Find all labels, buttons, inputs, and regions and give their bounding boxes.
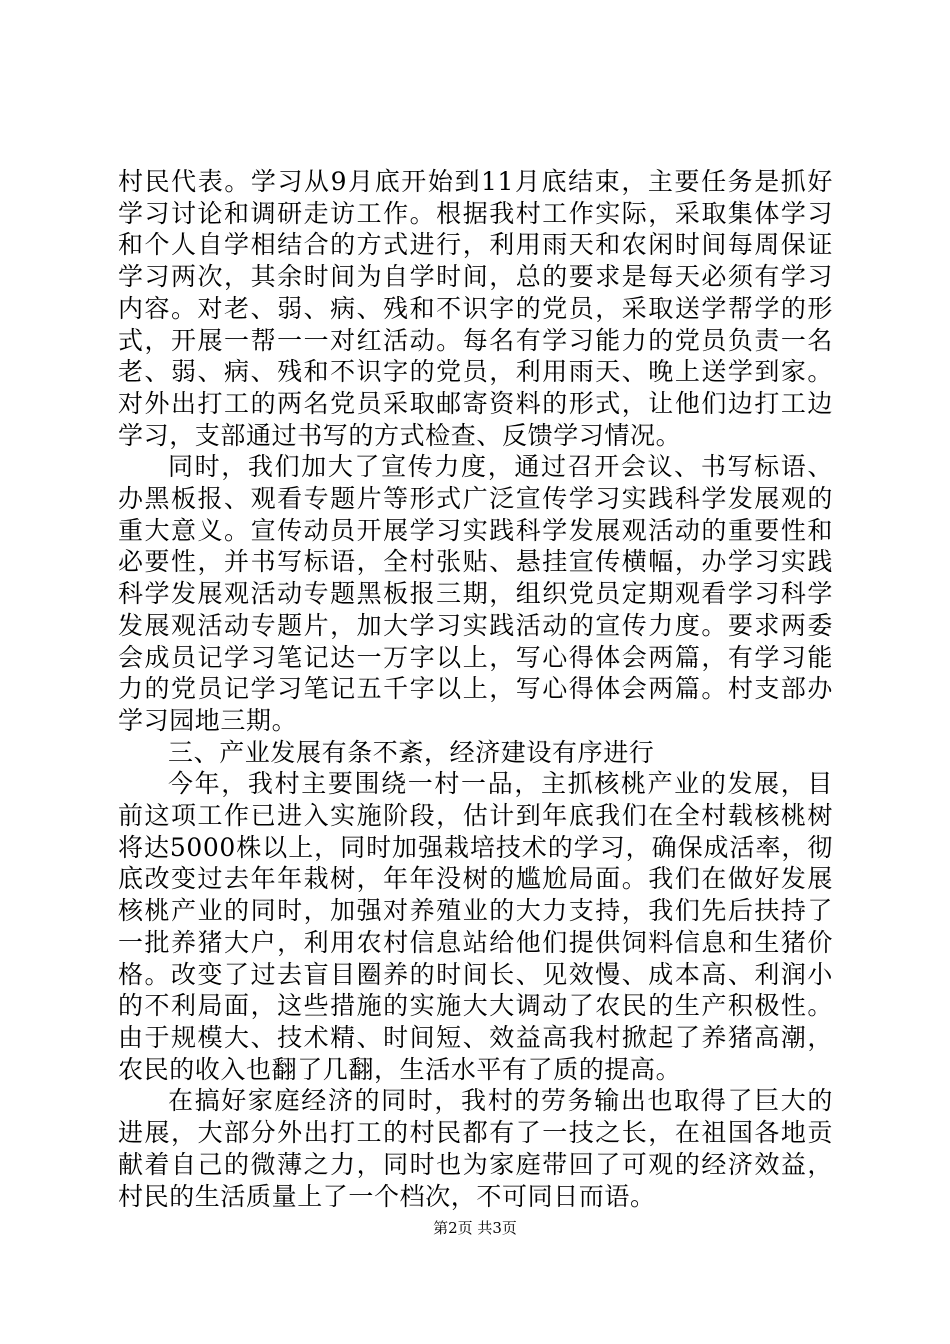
document-body xyxy=(118,166,833,1212)
paragraph-3: 今年，我村主要围绕一村一品，主抓核桃产业的发展，目前这项工作已进入实施阶段，估计到年底我们在全村载核桃树将达5000株以上，同时加强栽培技术的学习，确保成活率，彻底改变过去年年栽树，年年没树的尴尬局面。我们在做好发展核桃产业的同时，加强对养殖业的大力支持，我们先后扶持了一批养猪大户，利用农村信息站给他们提供饲料信息和生猪价格。改变了过去盲目圈养的时间长、见效慢、成本高、利润小的不利局面，这些措施的实施大大调动了农民的生产积极性。由于规模大、技术精、时间短、效益高我村掀起了养猪高潮，农民的收入也翻了几翻，生活水平有了质的提高。 xyxy=(118,769,833,1084)
paragraph-1: 村民代表。学习从9月底开始到11月底结束，主要任务是抓好学习讨论和调研走访工作。根据我村工作实际，采取集体学习和个人自学相结合的方式进行，利用雨天和农闲时间每周保证学习两次，其余时间为自学时间，总的要求是每天必须有学习内容。对老、弱、病、残和不识字的党员，采取送学帮学的形式，开展一帮一一对红活动。每名有学习能力的党员负责一名老、弱、病、残和不识字的党员，利用雨天、晚上送学到家。对外出打工的两名党员采取邮寄资料的形式，让他们边打工边学习，支部通过书写的方式检查、反馈学习情况。 xyxy=(118,167,833,450)
page-footer: 第2页 共3页 xyxy=(433,1219,517,1237)
section-heading: 三、产业发展有条不紊，经济建设有序进行 xyxy=(168,737,655,767)
paragraph-2: 同时，我们加大了宣传力度，通过召开会议、书写标语、办黑板报、观看专题片等形式广泛宣传学习实践科学发展观的重大意义。宣传动员开展学习实践科学发展观活动的重要性和必要性，并书写标语，全村张贴、悬挂宣传横幅，办学习实践科学发展观活动专题黑板报三期，组织党员定期观看学习科学发展观活动专题片，加大学习实践活动的宣传力度。要求两委会成员记学习笔记达一万字以上，写心得体会两篇，有学习能力的党员记学习笔记五千字以上，写心得体会两篇。村支部办学习园地三期。 xyxy=(118,452,833,735)
paragraph-4: 在搞好家庭经济的同时，我村的劳务输出也取得了巨大的进展，大部分外出打工的村民都有了一技之长，在祖国各地贡献着自己的微薄之力，同时也为家庭带回了可观的经济效益，村民的生活质量上了一个档次，不可同日而语。 xyxy=(118,1086,833,1211)
